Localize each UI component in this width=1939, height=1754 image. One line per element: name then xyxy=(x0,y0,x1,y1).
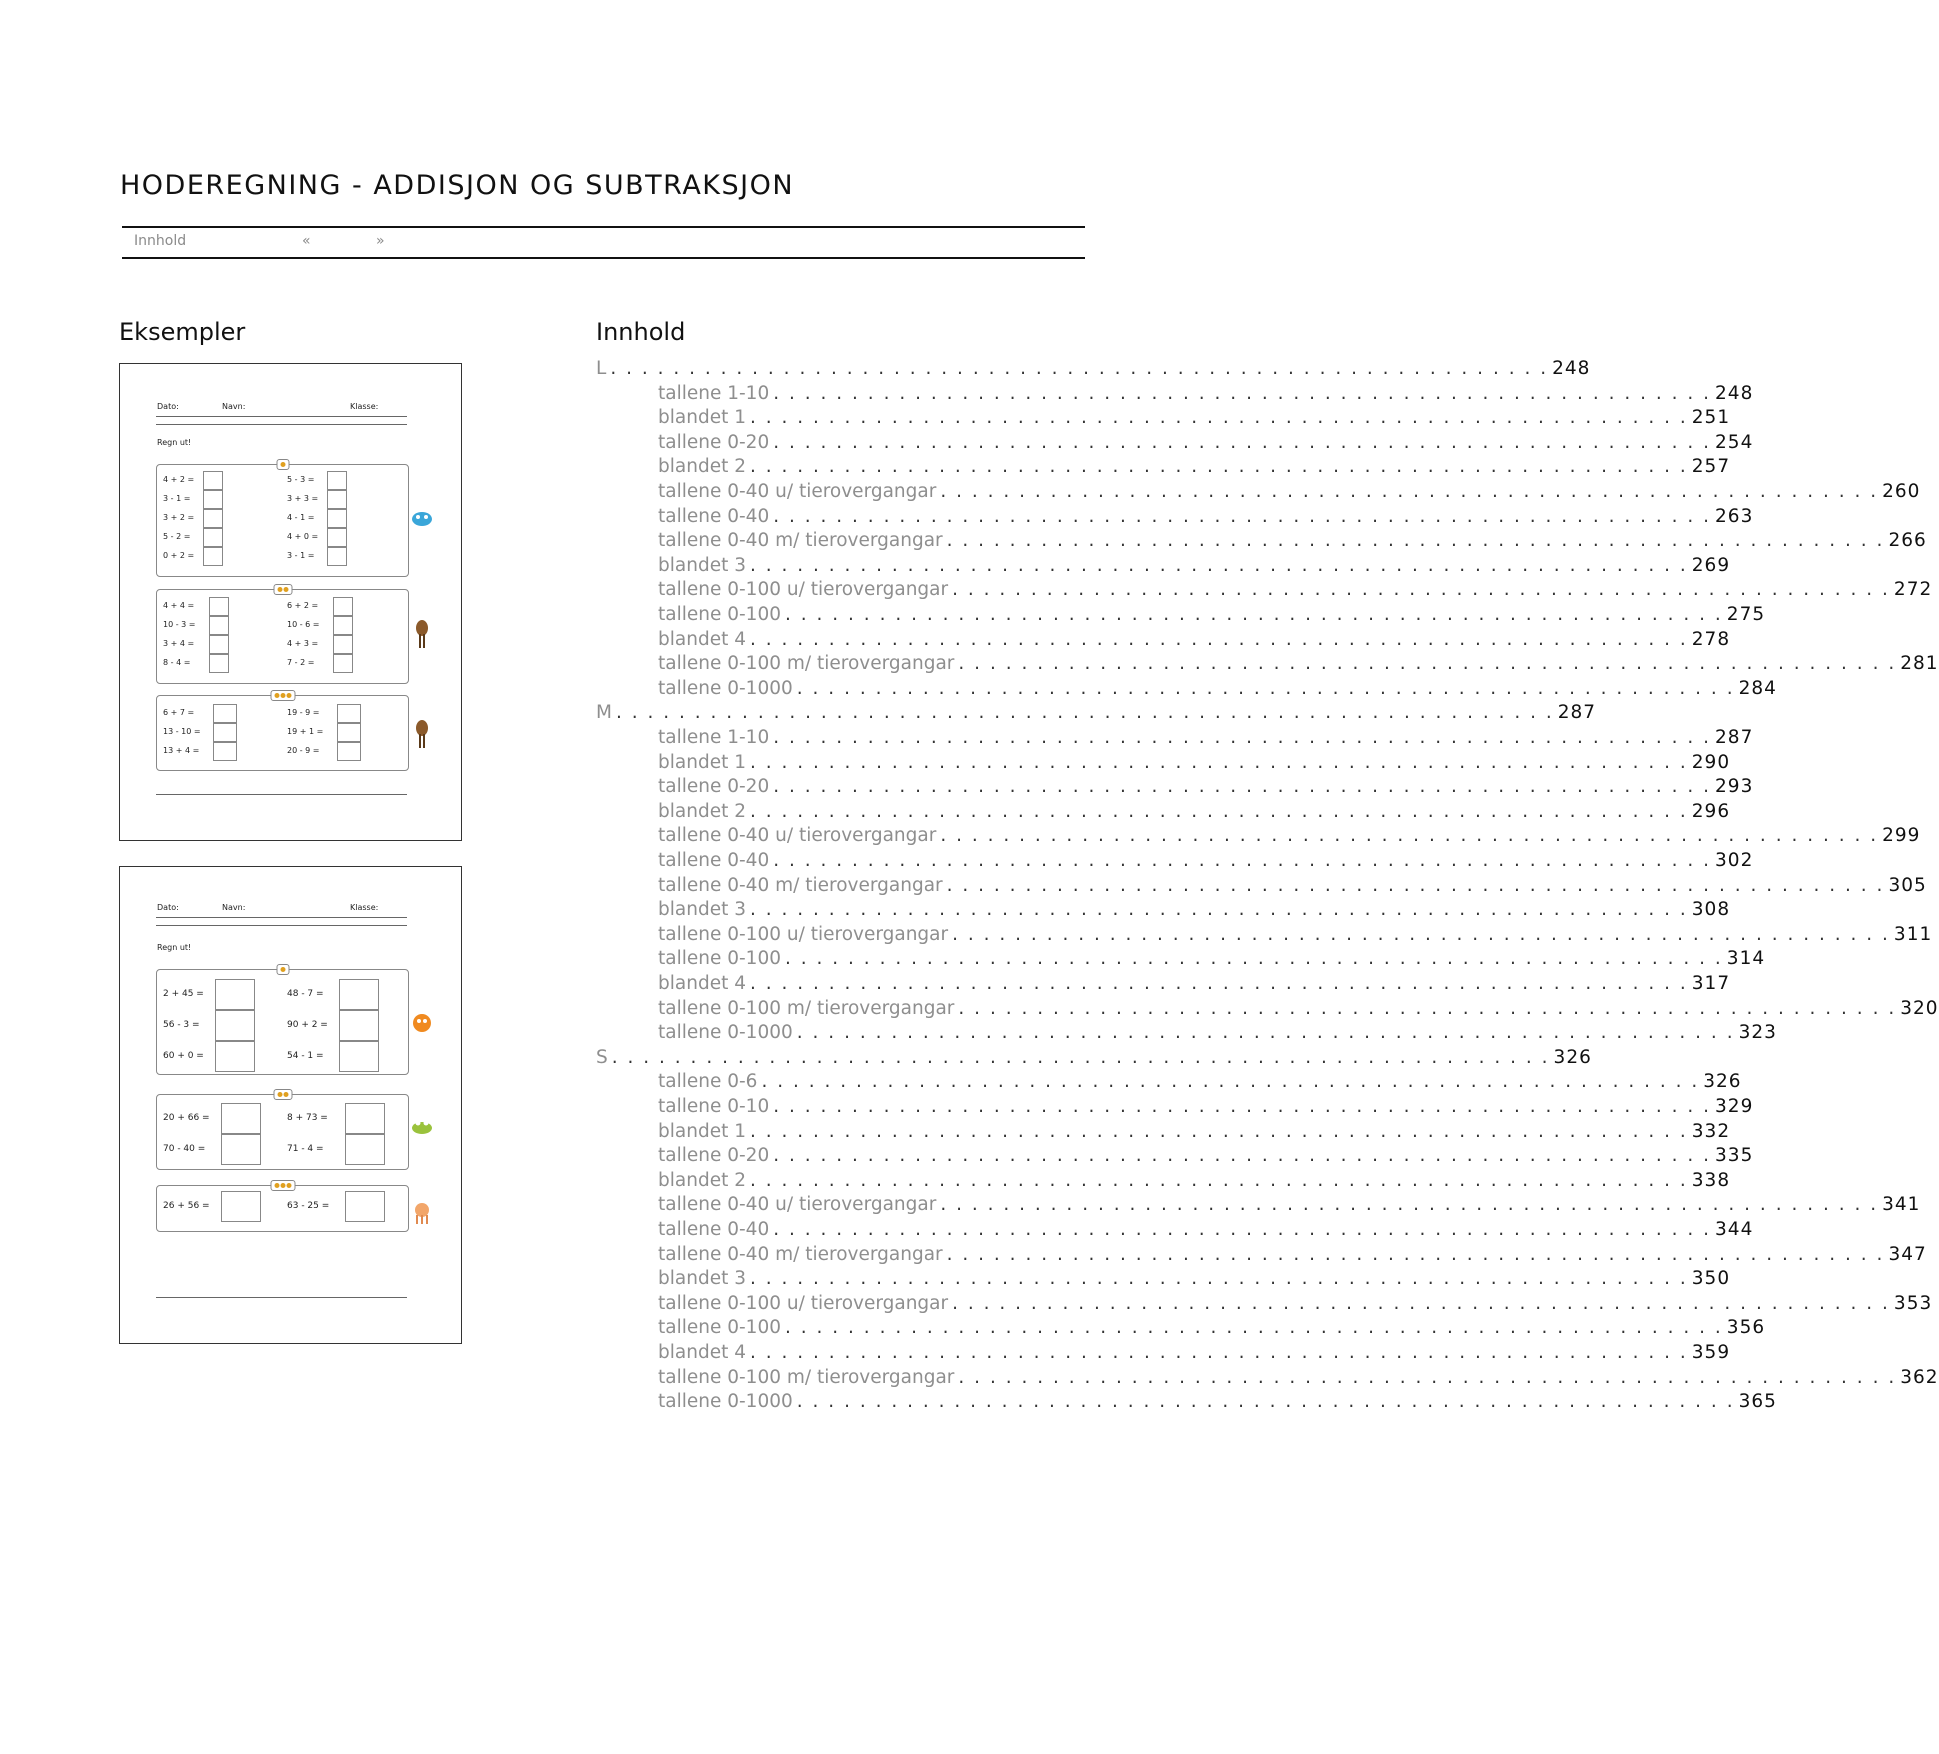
toc-page-number: 248 xyxy=(1715,382,1754,404)
answer-box[interactable] xyxy=(345,1134,385,1165)
answer-box[interactable] xyxy=(339,1010,379,1041)
answer-box[interactable] xyxy=(215,979,255,1010)
thumb-instruction: Regn ut! xyxy=(157,438,192,447)
toc-entry[interactable] xyxy=(658,973,1731,997)
answer-box[interactable] xyxy=(333,654,353,673)
exercise-equation: 3 + 3 = xyxy=(287,494,319,503)
exercise-equation: 3 + 4 = xyxy=(163,639,195,648)
thumb-klasse-label: Klasse: xyxy=(350,903,379,912)
toc-leader-dots: . . . . . . . . . . . . . . . . . . . . . . . . . . . . . . . . . . . . . . . . . . . . . . . . . . . . . . . . . . . . xyxy=(952,579,1890,601)
toc-page-number: 296 xyxy=(1691,800,1731,822)
answer-box[interactable] xyxy=(215,1010,255,1041)
toc-entry-label: tallene 0-20 xyxy=(658,431,770,453)
thumb-navn-label: Navn: xyxy=(222,903,246,912)
toc-entry-label: tallene 0-20 xyxy=(658,1145,770,1167)
toc-leader-dots: . . . . . . . . . . . . . . . . . . . . . . . . . . . . . . . . . . . . . . . . . . . . . . . . . . . . . . . . . . . . xyxy=(946,1243,1885,1265)
exercise-equation: 3 + 2 = xyxy=(163,513,195,522)
toc-entry[interactable] xyxy=(658,1096,1754,1120)
answer-box[interactable] xyxy=(327,490,347,509)
toc-entry-label: tallene 0-1000 xyxy=(658,1391,793,1413)
toc-page-number: 344 xyxy=(1715,1219,1754,1240)
toc-page-number: 263 xyxy=(1715,505,1754,527)
toc-leader-dots: . . . . . . . . . . . . . . . . . . . . . . . . . . . . . . . . . . . . . . . . . . . . . . . . . . . . . . . . . . . . xyxy=(749,407,1688,429)
toc-entry-label: tallene 0-40 m/ tierovergangar xyxy=(658,530,943,552)
toc-entry[interactable] xyxy=(658,653,1939,677)
exercise-equation: 19 - 9 = xyxy=(287,708,320,717)
level-badge xyxy=(276,459,289,470)
toc-entry-label: tallene 0-100 xyxy=(658,604,781,625)
toc-page-number: 254 xyxy=(1715,431,1754,453)
exercise-equation: 13 - 10 = xyxy=(163,727,201,736)
toc-page-number: 257 xyxy=(1691,456,1731,478)
toc-entry-label: M xyxy=(596,702,612,724)
toc-page-number: 287 xyxy=(1715,727,1754,748)
toc-leader-dots: . . . . . . . . . . . . . . . . . . . . . . . . . . . . . . . . . . . . . . . . . . . . . . . . . . . . . . . . . . . . xyxy=(952,1292,1890,1314)
toc-entry[interactable] xyxy=(658,751,1731,776)
toc-page-number: 293 xyxy=(1715,776,1754,798)
toc-leader-dots: . . . . . . . . . . . . . . . . . . . . . . . . . . . . . . . . . . . . . . . . . . . . . . . . . . . . . . . . . . . . xyxy=(749,751,1688,773)
monster-icon xyxy=(410,506,434,530)
toc-entry-label: blandet 3 xyxy=(658,554,746,576)
toc-entry-label: blandet 2 xyxy=(658,800,746,822)
toc-entry[interactable] xyxy=(658,604,1766,628)
thumb-rule xyxy=(156,416,407,417)
exercise-equation: 13 + 4 = xyxy=(163,746,200,755)
exercise-equation: 4 - 1 = xyxy=(287,513,315,522)
toc-page-number: 272 xyxy=(1893,579,1933,601)
toc-page-number: 353 xyxy=(1893,1292,1933,1314)
toc-entry-label: tallene 0-40 m/ tierovergangar xyxy=(658,1243,943,1265)
level-badge xyxy=(270,1180,295,1191)
toc-entry[interactable] xyxy=(658,677,1777,702)
toc-page-number: 335 xyxy=(1715,1145,1754,1167)
answer-box[interactable] xyxy=(337,704,361,723)
toc-page-number: 305 xyxy=(1888,874,1927,896)
toc-entry[interactable] xyxy=(658,923,1933,948)
toc-entry-label: tallene 0-100 m/ tierovergangar xyxy=(658,653,955,675)
toc-entry[interactable] xyxy=(658,1120,1731,1145)
toc-entry[interactable] xyxy=(658,382,1754,407)
toc-leader-dots: . . . . . . . . . . . . . . . . . . . . . . . . . . . . . . . . . . . . . . . . . . . . . . . . . . . . . . . . . . . . xyxy=(749,899,1688,921)
toc-entry-label: tallene 0-1000 xyxy=(658,1022,793,1044)
toc-page-number: 284 xyxy=(1738,677,1777,699)
thumb-footer-rule xyxy=(156,794,407,795)
toc-page-number: 320 xyxy=(1900,997,1939,1019)
toc-entry[interactable] xyxy=(658,1268,1731,1292)
toc-leader-dots: . . . . . . . . . . . . . . . . . . . . . . . . . . . . . . . . . . . . . . . . . . . . . . . . . . . . . . . . . . . . xyxy=(940,481,1879,502)
toc-leader-dots: . . . . . . . . . . . . . . . . . . . . . . . . . . . . . . . . . . . . . . . . . . . . . . . . . . . . . . . . . . . . xyxy=(761,1071,1700,1093)
toc-leader-dots: . . . . . . . . . . . . . . . . . . . . . . . . . . . . . . . . . . . . . . . . . . . . . . . . . . . . . . . . . . . . xyxy=(773,1145,1712,1167)
answer-box[interactable] xyxy=(203,547,223,566)
level-badge xyxy=(273,1089,292,1100)
monster-icon xyxy=(413,716,431,750)
answer-box[interactable] xyxy=(333,616,353,635)
answer-box[interactable] xyxy=(209,635,229,654)
toc-entry-label: blandet 2 xyxy=(658,1169,746,1191)
exercise-equation: 56 - 3 = xyxy=(163,1020,200,1030)
toc-page-number: 251 xyxy=(1691,407,1731,429)
toc-page-number: 275 xyxy=(1726,604,1766,625)
toc-entry-label: tallene 0-100 xyxy=(658,1317,781,1339)
toc-leader-dots: . . . . . . . . . . . . . . . . . . . . . . . . . . . . . . . . . . . . . . . . . . . . . . . . . . . . . . . . . . . . xyxy=(749,628,1688,650)
toc-page-number: 362 xyxy=(1900,1366,1939,1388)
toc-entry[interactable] xyxy=(658,431,1754,456)
toc-page-number: 326 xyxy=(1703,1071,1742,1093)
exercise-equation: 2 + 45 = xyxy=(163,989,204,999)
nav-contents-link[interactable]: Innhold xyxy=(134,233,187,249)
thumb-navn-label: Navn: xyxy=(222,402,246,411)
exercise-equation: 20 - 9 = xyxy=(287,746,320,755)
toc-entry[interactable] xyxy=(658,505,1754,530)
answer-box[interactable] xyxy=(345,1191,385,1222)
toc-entry-label: blandet 3 xyxy=(658,899,746,921)
page-title: HODEREGNING - ADDISJON OG SUBTRAKSJON xyxy=(120,170,795,201)
toc-leader-dots: . . . . . . . . . . . . . . . . . . . . . . . . . . . . . . . . . . . . . . . . . . . . . . . . . . . . . . . . . . . . xyxy=(958,997,1897,1019)
toc-section-entry[interactable] xyxy=(596,1046,1592,1071)
monster-icon xyxy=(411,1200,433,1226)
thumb-rule xyxy=(156,925,407,926)
exercise-equation: 60 + 0 = xyxy=(163,1051,204,1061)
exercise-equation: 20 + 66 = xyxy=(163,1113,210,1123)
exercise-equation: 8 - 4 = xyxy=(163,658,191,667)
toc-page-number: 299 xyxy=(1882,825,1921,847)
examples-heading: Eksempler xyxy=(119,318,246,346)
toc-leader-dots: . . . . . . . . . . . . . . . . . . . . . . . . . . . . . . . . . . . . . . . . . . . . . . . . . . . . . . . . . . . . xyxy=(749,973,1688,994)
level-badge xyxy=(276,964,289,975)
toc-leader-dots: . . . . . . . . . . . . . . . . . . . . . . . . . . . . . . . . . . . . . . . . . . . . . . . . . . . . . . . . . . . . xyxy=(773,1219,1712,1240)
toc-entry[interactable] xyxy=(658,776,1754,800)
toc-leader-dots: . . . . . . . . . . . . . . . . . . . . . . . . . . . . . . . . . . . . . . . . . . . . . . . . . . . . . . . . . . . . xyxy=(940,1194,1879,1216)
answer-box[interactable] xyxy=(203,471,223,490)
monster-icon xyxy=(413,616,431,650)
thumb-rule xyxy=(156,917,407,918)
toc-entry-label: blandet 2 xyxy=(658,456,746,478)
toc-entry-label: tallene 0-100 u/ tierovergangar xyxy=(658,579,949,601)
toc-entry-label: tallene 0-40 u/ tierovergangar xyxy=(658,1194,937,1216)
thumb-dato-label: Dato: xyxy=(157,402,179,411)
toc-page-number: 329 xyxy=(1715,1096,1754,1117)
answer-box[interactable] xyxy=(221,1103,261,1134)
toc-page-number: 302 xyxy=(1715,850,1754,871)
toc-heading: Innhold xyxy=(596,318,686,346)
toc-leader-dots: . . . . . . . . . . . . . . . . . . . . . . . . . . . . . . . . . . . . . . . . . . . . . . . . . . . . . . . . . . . . xyxy=(958,653,1897,675)
toc-page-number: 260 xyxy=(1882,481,1921,502)
toc-entry[interactable] xyxy=(658,899,1731,923)
toc-entry[interactable] xyxy=(658,997,1939,1022)
toc-entry-label: blandet 4 xyxy=(658,628,746,650)
toc-entry[interactable] xyxy=(658,628,1731,653)
toc-leader-dots: . . . . . . . . . . . . . . . . . . . . . . . . . . . . . . . . . . . . . . . . . . . . . . . . . . . . . . . . . . . . xyxy=(611,1046,1550,1068)
exercise-equation: 90 + 2 = xyxy=(287,1020,328,1030)
toc-page-number: 290 xyxy=(1691,751,1731,773)
exercise-equation: 10 - 6 = xyxy=(287,620,320,629)
answer-box[interactable] xyxy=(209,616,229,635)
exercise-equation: 3 - 1 = xyxy=(287,551,315,560)
toc-leader-dots: . . . . . . . . . . . . . . . . . . . . . . . . . . . . . . . . . . . . . . . . . . . . . . . . . . . . . . . . . . . . xyxy=(785,1317,1723,1339)
toc-page-number: 308 xyxy=(1691,899,1731,921)
exercise-equation: 71 - 4 = xyxy=(287,1144,324,1154)
toc-entry-label: tallene 1-10 xyxy=(658,727,770,748)
example-thumbnail-2[interactable] xyxy=(119,866,462,1344)
answer-box[interactable] xyxy=(337,742,361,761)
toc-section-entry[interactable] xyxy=(596,702,1597,726)
toc-entry-label: blandet 3 xyxy=(658,1268,746,1290)
toc-leader-dots: . . . . . . . . . . . . . . . . . . . . . . . . . . . . . . . . . . . . . . . . . . . . . . . . . . . . . . . . . . . . xyxy=(796,1391,1735,1413)
toc-entry-label: tallene 0-40 xyxy=(658,1219,770,1240)
toc-entry-label: blandet 4 xyxy=(658,973,746,994)
answer-box[interactable] xyxy=(345,1103,385,1134)
toc-entry[interactable] xyxy=(658,481,1921,505)
toc-leader-dots: . . . . . . . . . . . . . . . . . . . . . . . . . . . . . . . . . . . . . . . . . . . . . . . . . . . . . . . . . . . . xyxy=(773,431,1712,453)
toc-leader-dots: . . . . . . . . . . . . . . . . . . . . . . . . . . . . . . . . . . . . . . . . . . . . . . . . . . . . . . . . . . . . xyxy=(749,1169,1688,1191)
toc-page-number: 338 xyxy=(1691,1169,1731,1191)
level-badge xyxy=(270,690,295,701)
toc-entry[interactable] xyxy=(658,1145,1754,1169)
answer-box[interactable] xyxy=(213,704,237,723)
answer-box[interactable] xyxy=(203,490,223,509)
toc-entry[interactable] xyxy=(658,850,1754,874)
toc-entry[interactable] xyxy=(658,1292,1933,1317)
exercise-equation: 48 - 7 = xyxy=(287,989,324,999)
exercise-equation: 4 + 4 = xyxy=(163,601,195,610)
toc-page-number: 281 xyxy=(1900,653,1939,675)
exercise-equation: 0 + 2 = xyxy=(163,551,195,560)
toc-entry[interactable] xyxy=(658,1194,1921,1218)
toc-entry-label: blandet 4 xyxy=(658,1342,746,1363)
toc-page-number: 317 xyxy=(1691,973,1731,994)
toc-leader-dots: . . . . . . . . . . . . . . . . . . . . . . . . . . . . . . . . . . . . . . . . . . . . . . . . . . . . . . . . . . . . xyxy=(946,530,1885,552)
answer-box[interactable] xyxy=(213,742,237,761)
toc-leader-dots: . . . . . . . . . . . . . . . . . . . . . . . . . . . . . . . . . . . . . . . . . . . . . . . . . . . . . . . . . . . . xyxy=(958,1366,1897,1388)
answer-box[interactable] xyxy=(215,1041,255,1072)
toc-leader-dots: . . . . . . . . . . . . . . . . . . . . . . . . . . . . . . . . . . . . . . . . . . . . . . . . . . . . . . . . . . . . xyxy=(952,923,1890,945)
answer-box[interactable] xyxy=(209,654,229,673)
toc-leader-dots: . . . . . . . . . . . . . . . . . . . . . . . . . . . . . . . . . . . . . . . . . . . . . . . . . . . . . . . . . . . . xyxy=(773,382,1712,404)
toc-page-number: 332 xyxy=(1691,1120,1731,1142)
toc-section-entry[interactable] xyxy=(596,358,1591,382)
toc-leader-dots: . . . . . . . . . . . . . . . . . . . . . . . . . . . . . . . . . . . . . . . . . . . . . . . . . . . . . . . . . . . . xyxy=(773,850,1712,871)
exercise-equation: 6 + 2 = xyxy=(287,601,319,610)
thumb-klasse-label: Klasse: xyxy=(350,402,379,411)
toc-entry-label: tallene 0-100 m/ tierovergangar xyxy=(658,1366,955,1388)
toc-page-number: 356 xyxy=(1726,1317,1766,1339)
toc-page-number: 278 xyxy=(1691,628,1731,650)
toc-leader-dots: . . . . . . . . . . . . . . . . . . . . . . . . . . . . . . . . . . . . . . . . . . . . . . . . . . . . . . . . . . . . xyxy=(749,554,1688,576)
toc-entry-label: tallene 0-20 xyxy=(658,776,770,798)
toc-entry[interactable] xyxy=(658,554,1731,579)
toc-entry-label: blandet 1 xyxy=(658,751,746,773)
toc-entry-label: S xyxy=(596,1046,608,1068)
toc-entry-label: tallene 1-10 xyxy=(658,382,770,404)
monster-icon xyxy=(409,1117,435,1137)
answer-box[interactable] xyxy=(339,1041,379,1072)
exercise-equation: 70 - 40 = xyxy=(163,1144,206,1154)
toc-entry-label: tallene 0-1000 xyxy=(658,677,793,699)
answer-box[interactable] xyxy=(213,723,237,742)
toc-entry[interactable] xyxy=(658,1219,1754,1243)
toc-entry-label: tallene 0-100 u/ tierovergangar xyxy=(658,923,949,945)
toc-leader-dots: . . . . . . . . . . . . . . . . . . . . . . . . . . . . . . . . . . . . . . . . . . . . . . . . . . . . . . . . . . . . xyxy=(615,702,1554,724)
toc-entry[interactable] xyxy=(658,1022,1777,1046)
exercise-equation: 63 - 25 = xyxy=(287,1201,330,1211)
monster-icon xyxy=(409,1010,435,1036)
nav-bar xyxy=(122,226,1085,259)
answer-box[interactable] xyxy=(337,723,361,742)
toc-entry[interactable] xyxy=(658,1243,1927,1268)
answer-box[interactable] xyxy=(327,471,347,490)
toc-page-number: 350 xyxy=(1691,1268,1731,1290)
toc-leader-dots: . . . . . . . . . . . . . . . . . . . . . . . . . . . . . . . . . . . . . . . . . . . . . . . . . . . . . . . . . . . . xyxy=(749,1268,1688,1290)
exercise-equation: 5 - 2 = xyxy=(163,532,191,541)
exercise-equation: 26 + 56 = xyxy=(163,1201,210,1211)
toc-entry-label: tallene 0-100 u/ tierovergangar xyxy=(658,1292,949,1314)
toc-page-number: 311 xyxy=(1893,923,1933,945)
answer-box[interactable] xyxy=(327,509,347,528)
exercise-equation: 4 + 2 = xyxy=(163,475,195,484)
toc-entry[interactable] xyxy=(658,1366,1939,1391)
toc-page-number: 287 xyxy=(1557,702,1597,724)
exercise-equation: 4 + 0 = xyxy=(287,532,319,541)
toc-leader-dots: . . . . . . . . . . . . . . . . . . . . . . . . . . . . . . . . . . . . . . . . . . . . . . . . . . . . . . . . . . . . xyxy=(785,948,1723,970)
toc-entry[interactable] xyxy=(658,825,1921,849)
thumb-dato-label: Dato: xyxy=(157,903,179,912)
answer-box[interactable] xyxy=(209,597,229,616)
toc-entry[interactable] xyxy=(658,1071,1742,1095)
toc-page-number: 323 xyxy=(1738,1022,1777,1044)
toc-entry[interactable] xyxy=(658,1317,1766,1341)
answer-box[interactable] xyxy=(327,547,347,566)
toc-entry-label: tallene 0-40 xyxy=(658,505,770,527)
toc-entry[interactable] xyxy=(658,530,1927,554)
toc-leader-dots: . . . . . . . . . . . . . . . . . . . . . . . . . . . . . . . . . . . . . . . . . . . . . . . . . . . . . . . . . . . . xyxy=(610,358,1549,379)
answer-box[interactable] xyxy=(327,528,347,547)
toc-leader-dots: . . . . . . . . . . . . . . . . . . . . . . . . . . . . . . . . . . . . . . . . . . . . . . . . . . . . . . . . . . . . xyxy=(773,776,1712,798)
exercise-equation: 8 + 73 = xyxy=(287,1113,328,1123)
toc-page-number: 341 xyxy=(1882,1194,1921,1216)
toc-entry-label: tallene 0-40 u/ tierovergangar xyxy=(658,481,937,502)
toc-entry-label: blandet 1 xyxy=(658,407,746,429)
toc-page-number: 347 xyxy=(1888,1243,1927,1265)
toc-entry[interactable] xyxy=(658,579,1933,603)
toc-leader-dots: . . . . . . . . . . . . . . . . . . . . . . . . . . . . . . . . . . . . . . . . . . . . . . . . . . . . . . . . . . . . xyxy=(785,604,1723,625)
exercise-equation: 7 - 2 = xyxy=(287,658,315,667)
toc-leader-dots: . . . . . . . . . . . . . . . . . . . . . . . . . . . . . . . . . . . . . . . . . . . . . . . . . . . . . . . . . . . . xyxy=(773,1096,1712,1117)
exercise-equation: 3 - 1 = xyxy=(163,494,191,503)
toc-entry-label: tallene 0-40 u/ tierovergangar xyxy=(658,825,937,847)
toc-entry-label: tallene 0-40 xyxy=(658,850,770,871)
toc-leader-dots: . . . . . . . . . . . . . . . . . . . . . . . . . . . . . . . . . . . . . . . . . . . . . . . . . . . . . . . . . . . . xyxy=(749,1342,1688,1363)
toc-leader-dots: . . . . . . . . . . . . . . . . . . . . . . . . . . . . . . . . . . . . . . . . . . . . . . . . . . . . . . . . . . . . xyxy=(749,1120,1688,1142)
toc-page-number: 314 xyxy=(1726,948,1766,970)
toc-leader-dots: . . . . . . . . . . . . . . . . . . . . . . . . . . . . . . . . . . . . . . . . . . . . . . . . . . . . . . . . . . . . xyxy=(946,874,1885,896)
toc-page-number: 326 xyxy=(1553,1046,1592,1068)
answer-box[interactable] xyxy=(339,979,379,1010)
nav-prev-link[interactable]: « xyxy=(302,233,311,249)
toc-entry[interactable] xyxy=(658,800,1731,825)
toc-entry[interactable] xyxy=(658,407,1731,431)
toc-entry[interactable] xyxy=(658,1391,1777,1415)
toc-entry-label: blandet 1 xyxy=(658,1120,746,1142)
toc-entry[interactable] xyxy=(658,948,1766,972)
answer-box[interactable] xyxy=(333,597,353,616)
toc-entry-label: tallene 0-100 xyxy=(658,948,781,970)
nav-next-link[interactable]: » xyxy=(376,233,385,249)
exercise-equation: 6 + 7 = xyxy=(163,708,195,717)
toc-entry[interactable] xyxy=(658,1342,1731,1366)
exercise-equation: 10 - 3 = xyxy=(163,620,196,629)
toc-entry-label: tallene 0-40 m/ tierovergangar xyxy=(658,874,943,896)
toc-leader-dots: . . . . . . . . . . . . . . . . . . . . . . . . . . . . . . . . . . . . . . . . . . . . . . . . . . . . . . . . . . . . xyxy=(796,1022,1735,1044)
answer-box[interactable] xyxy=(203,528,223,547)
toc-entry[interactable] xyxy=(658,456,1731,480)
toc-leader-dots: . . . . . . . . . . . . . . . . . . . . . . . . . . . . . . . . . . . . . . . . . . . . . . . . . . . . . . . . . . . . xyxy=(773,727,1712,748)
toc-page-number: 365 xyxy=(1738,1391,1777,1413)
exercise-equation: 4 + 3 = xyxy=(287,639,319,648)
toc-leader-dots: . . . . . . . . . . . . . . . . . . . . . . . . . . . . . . . . . . . . . . . . . . . . . . . . . . . . . . . . . . . . xyxy=(749,800,1688,822)
thumb-instruction: Regn ut! xyxy=(157,943,192,952)
toc-entry-label: tallene 0-100 m/ tierovergangar xyxy=(658,997,955,1019)
level-badge xyxy=(273,584,292,595)
toc-page-number: 359 xyxy=(1691,1342,1731,1363)
answer-box[interactable] xyxy=(203,509,223,528)
answer-box[interactable] xyxy=(221,1191,261,1222)
toc-leader-dots: . . . . . . . . . . . . . . . . . . . . . . . . . . . . . . . . . . . . . . . . . . . . . . . . . . . . . . . . . . . . xyxy=(796,677,1735,699)
answer-box[interactable] xyxy=(221,1134,261,1165)
toc-entry[interactable] xyxy=(658,727,1754,751)
toc-entry[interactable] xyxy=(658,1169,1731,1194)
answer-box[interactable] xyxy=(333,635,353,654)
toc-page-number: 269 xyxy=(1691,554,1731,576)
toc-entry-label: tallene 0-10 xyxy=(658,1096,770,1117)
exercise-equation: 5 - 3 = xyxy=(287,475,315,484)
thumb-rule xyxy=(156,424,407,425)
toc-leader-dots: . . . . . . . . . . . . . . . . . . . . . . . . . . . . . . . . . . . . . . . . . . . . . . . . . . . . . . . . . . . . xyxy=(749,456,1688,478)
exercise-equation: 19 + 1 = xyxy=(287,727,324,736)
example-thumbnail-1[interactable] xyxy=(119,363,462,841)
toc-entry-label: tallene 0-6 xyxy=(658,1071,758,1093)
toc-leader-dots: . . . . . . . . . . . . . . . . . . . . . . . . . . . . . . . . . . . . . . . . . . . . . . . . . . . . . . . . . . . . xyxy=(773,505,1712,527)
toc-page-number: 248 xyxy=(1552,358,1591,379)
thumb-footer-rule xyxy=(156,1297,407,1298)
toc-leader-dots: . . . . . . . . . . . . . . . . . . . . . . . . . . . . . . . . . . . . . . . . . . . . . . . . . . . . . . . . . . . . xyxy=(940,825,1879,847)
toc-entry[interactable] xyxy=(658,874,1927,899)
toc-entry-label: L xyxy=(596,358,607,379)
toc-page-number: 266 xyxy=(1888,530,1927,552)
exercise-equation: 54 - 1 = xyxy=(287,1051,324,1061)
